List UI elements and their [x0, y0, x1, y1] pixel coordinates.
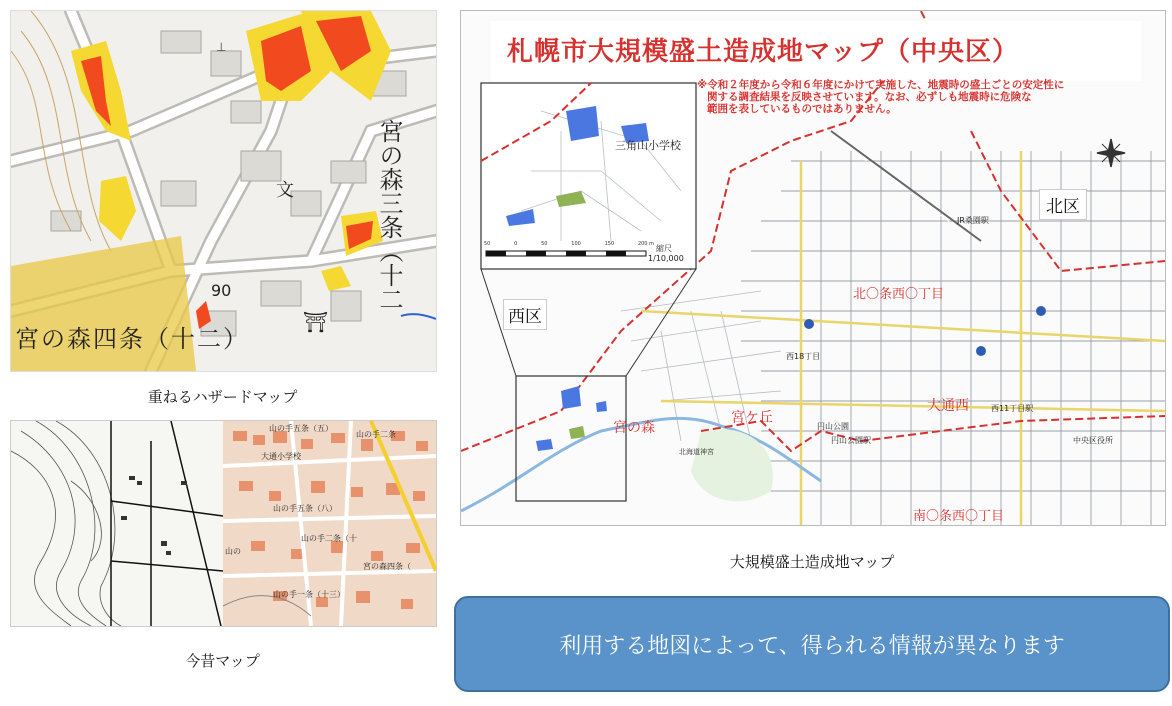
- district-south-grid-label: 南〇条西〇丁目: [913, 509, 1005, 524]
- old-map-label-1: 山の手二条: [356, 430, 396, 439]
- summary-message-text: 利用する地図によって、得られる情報が異なります: [559, 633, 1065, 659]
- district-west-label: 西区: [503, 299, 547, 330]
- scale-tick-3: 100: [571, 241, 581, 247]
- hazard-map-caption: 重ねるハザードマップ: [147, 388, 298, 406]
- district-miyanomori-label: 宮の森: [613, 420, 655, 436]
- place-label-1: 西18丁目: [786, 352, 821, 361]
- hazard-map-panel: [10, 10, 437, 372]
- district-odori-label: 大通西: [927, 398, 969, 414]
- svg-text:⊥: ⊥: [216, 40, 227, 54]
- old-new-map-panel: [10, 420, 437, 627]
- note-line-3: 範囲を表しているものではありません。: [707, 103, 897, 115]
- note-line-1: ※令和２年度から令和６年度にかけて実施した、地震時の盛土ごとの安定性に: [697, 79, 1065, 91]
- old-map-label-4: 山の手二条（十: [301, 534, 357, 543]
- place-label-0: 円山公園: [817, 422, 849, 431]
- scale-tick-5: 200 m: [637, 241, 654, 247]
- place-label-4: 円山公園駅: [831, 436, 871, 445]
- scale-tick-2: 50: [541, 241, 548, 247]
- note-line-2: 関する調査結果を反映させています。なお、必ずしも地震時に危険な: [707, 91, 1032, 103]
- inset-scale-ticks: [484, 241, 654, 247]
- old-new-map-image: [11, 421, 436, 626]
- summary-message-box: [454, 596, 1170, 692]
- old-map-label-2: 山の手五条（八）: [273, 504, 337, 513]
- old-map-label-7: 山の: [225, 547, 241, 556]
- old-new-map-caption: 今昔マップ: [185, 652, 260, 670]
- scale-tick-4: 150: [604, 241, 615, 247]
- shrine-icon: ⛩: [303, 310, 329, 334]
- scale-tick-1: 0: [514, 241, 518, 247]
- inset-scale-label: 縮尺: [656, 244, 672, 253]
- inset-scale-value: 1/10,000: [648, 254, 684, 263]
- old-map-label-6: 山の手一条（十三）: [273, 590, 345, 599]
- place-label-5: JR桑園駅: [957, 216, 989, 225]
- district-north-grid-label: 北〇条西〇丁目: [853, 287, 945, 302]
- old-map-label-3: 大通小学校: [261, 452, 301, 461]
- label-area-south: 宮の森四条（十二）: [15, 325, 249, 353]
- district-miyagaoka-label: 宮ケ丘: [731, 410, 773, 426]
- place-label-2: 中央区役所: [1073, 436, 1113, 445]
- inset-school-label: 三角山小学校: [615, 139, 681, 152]
- place-label-6: 西11丁目駅: [991, 404, 1034, 413]
- district-north-label: 北区: [1039, 189, 1087, 220]
- label-area-north: 宮の森三条（十二: [375, 119, 403, 311]
- scale-tick-0: 50: [484, 241, 491, 247]
- label-elevation: 90: [211, 281, 232, 300]
- landfill-map-caption: 大規模盛土造成地マップ: [729, 553, 895, 571]
- place-label-3: 北海道神宮: [679, 448, 714, 456]
- landfill-map-panel: [460, 10, 1166, 526]
- school-icon: 文: [276, 180, 294, 201]
- landfill-map-title: 札幌市大規模盛土造成地マップ（中央区）: [507, 37, 1019, 67]
- old-map-label-5: 宮の森四条（: [363, 562, 411, 571]
- landfill-map-note: [697, 79, 1064, 115]
- old-map-label-0: 山の手五条（五）: [269, 424, 333, 433]
